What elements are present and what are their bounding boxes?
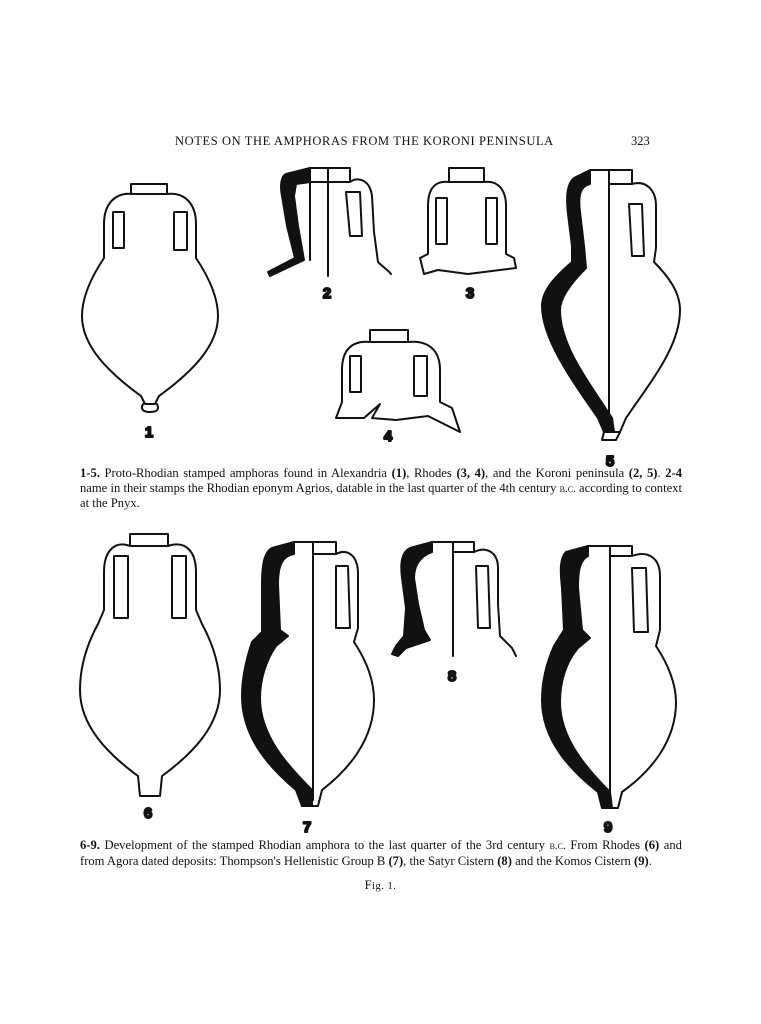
figure-number-9: 9 [603,819,613,836]
caption-text: according to context at the Pnyx. [80,480,682,511]
figure-number-8: 8 [447,668,457,685]
caption-ref: 6-9. [80,838,100,852]
caption-text: , and the Koroni peninsula [485,466,629,480]
caption-text: . [657,466,666,480]
caption-ref: (1) [391,466,407,480]
caption-ref: 1-5. [80,466,100,480]
caption-text: Development of the stamped Rhodian amphora to the last quarter of the 3rd century [99,838,550,852]
caption-ref: (9) [634,853,649,868]
caption-ref: 2-4 [665,466,683,480]
figure-label-rest: ig. 1. [372,881,397,892]
amphora-5-drawing [542,170,680,440]
era-abbreviation: b.c. [549,840,566,852]
caption-text: , the Satyr Cistern [403,853,498,868]
caption-text: and from Agora dated deposits: Thompson's Hellenistic Group B [80,838,682,868]
caption-ref: (2, 5) [628,466,658,480]
running-header-title: NOTES ON THE AMPHORAS FROM THE KORONI PENINSULA [175,134,554,148]
amphora-4-drawing [336,330,460,432]
amphora-9-drawing [542,546,676,808]
figure-number-5: 5 [605,453,615,470]
figure-label-initial: F [364,878,373,892]
caption-text: and the Komos Cistern [511,853,634,868]
caption-ref: (7) [388,853,404,868]
figure-number-6: 6 [143,805,153,822]
caption-ref: (6) [644,838,660,852]
caption-text: From Rhodes [565,838,645,852]
page-number: 323 [631,134,650,148]
caption-text: , Rhodes [406,466,457,480]
amphora-1-drawing [82,184,218,412]
figure-number-3: 3 [465,285,475,302]
amphora-6-drawing [80,534,220,796]
caption-ref: (3, 4) [456,466,486,480]
figure-label [0,878,761,893]
figure-number-1: 1 [144,424,154,441]
figure-number-7: 7 [302,819,312,836]
caption-text: Proto-Rhodian stamped amphoras found in Alexandria [99,466,392,480]
caption-figures-1-5 [80,466,682,511]
figure-number-4: 4 [383,428,393,445]
amphora-8-drawing [392,542,516,656]
amphora-7-drawing [242,542,374,806]
caption-text: . [648,853,652,868]
caption-ref: (8) [497,853,512,868]
caption-text: name in their stamps the Rhodian eponym Agrios, datable in the last quarter of the 4th century [80,480,560,495]
caption-figures-6-9 [80,838,682,868]
amphora-2-drawing [268,168,391,276]
amphora-3-drawing [420,168,516,274]
era-abbreviation: b.c. [559,482,576,495]
figure-number-2: 2 [322,285,332,302]
